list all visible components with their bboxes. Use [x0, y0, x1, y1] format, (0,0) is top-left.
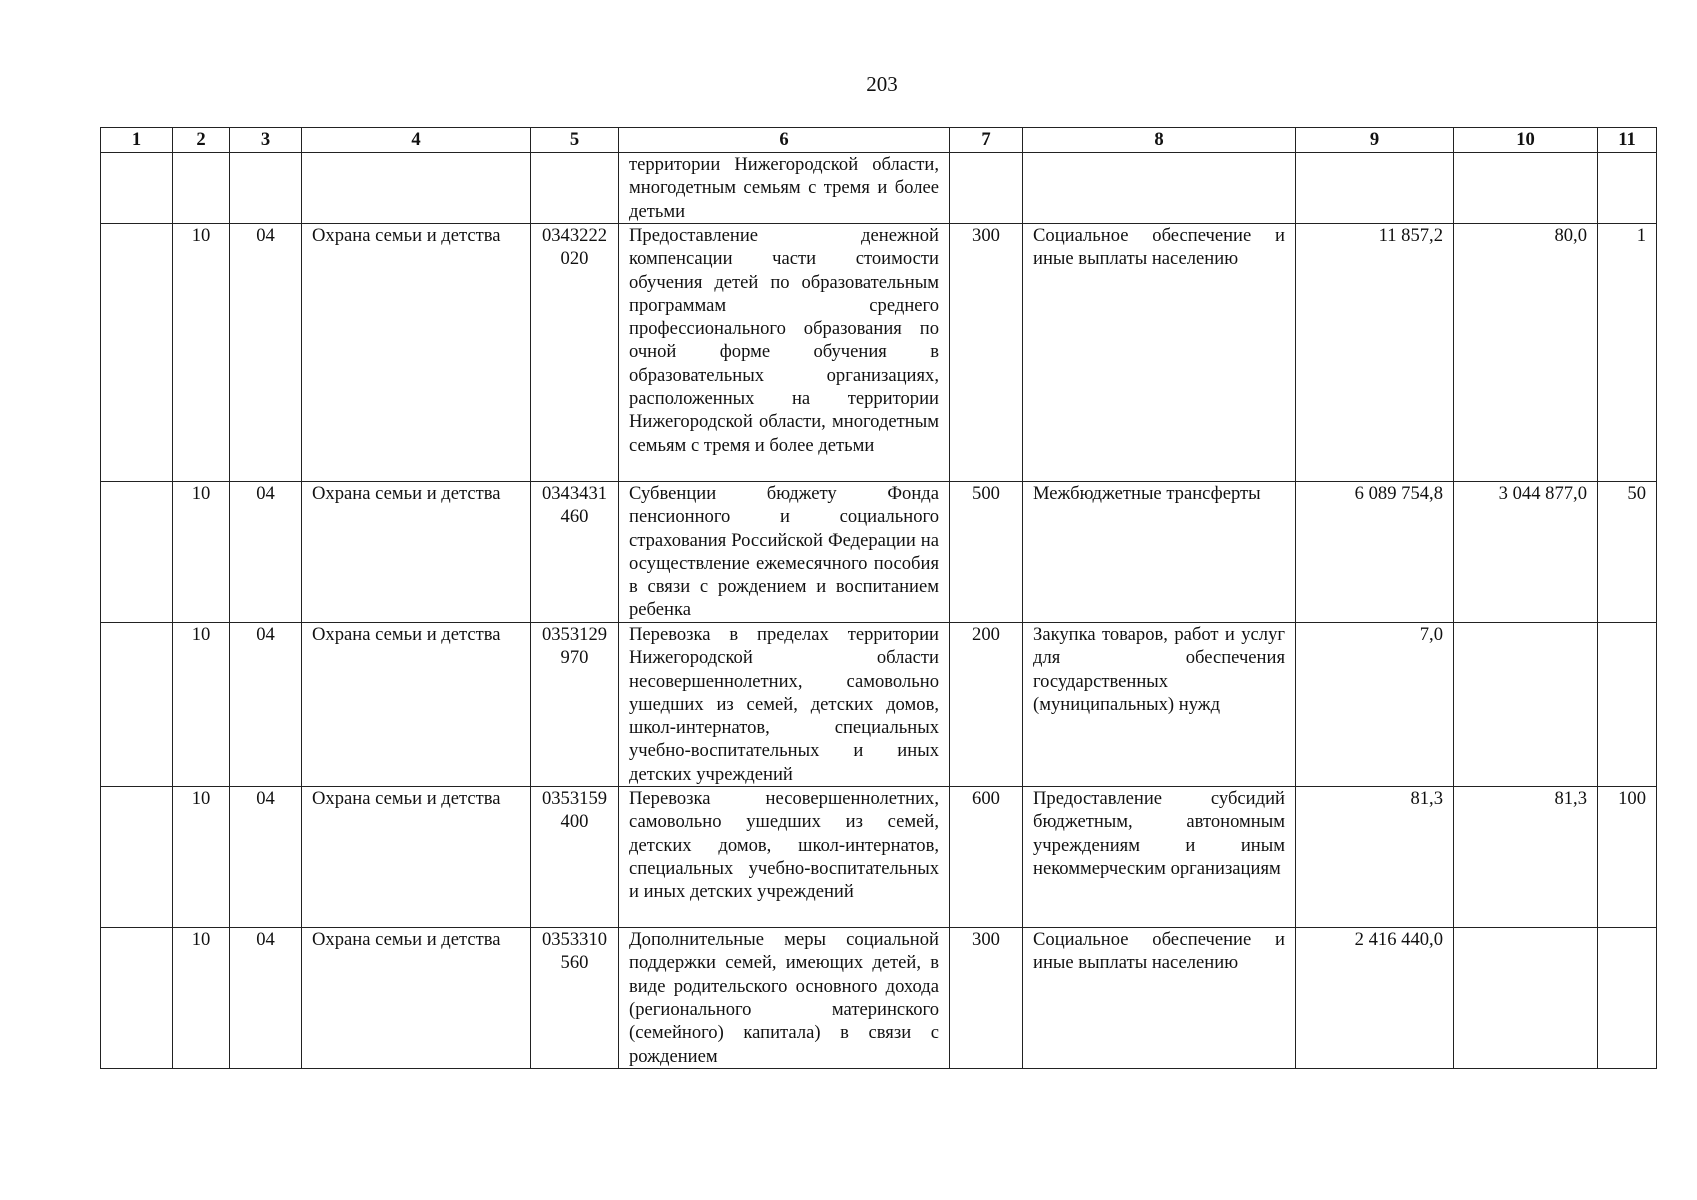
- table-cell: Охрана семьи и детства: [302, 482, 531, 623]
- table-cell: [1296, 153, 1454, 224]
- table-cell: 0343431460: [531, 482, 619, 623]
- table-cell: 3 044 877,0: [1454, 482, 1598, 623]
- table-cell: 500: [950, 482, 1023, 623]
- table-cell: Перевозка несовершеннолетних, самовольно ушедших из семей, детских домов, школ-интернатов, специальных учебно-воспитательных и иных детских учреждений: [619, 787, 950, 928]
- table-cell: 2 416 440,0: [1296, 928, 1454, 1069]
- table-cell: 0343222020: [531, 224, 619, 482]
- header-cell: 4: [302, 128, 531, 153]
- table-cell: 50: [1598, 482, 1657, 623]
- table-cell: 80,0: [1454, 224, 1598, 482]
- table-cell: 04: [230, 787, 302, 928]
- table-cell: [531, 153, 619, 224]
- table-cell: 04: [230, 928, 302, 1069]
- table-cell: [101, 928, 173, 1069]
- table-cell: [950, 153, 1023, 224]
- table-cell: [1598, 153, 1657, 224]
- table-cell: 10: [173, 623, 230, 787]
- table-cell: [1023, 153, 1296, 224]
- header-cell: 2: [173, 128, 230, 153]
- table-cell: [1454, 928, 1598, 1069]
- table-cell: Охрана семьи и детства: [302, 787, 531, 928]
- header-cell: 5: [531, 128, 619, 153]
- header-cell: 9: [1296, 128, 1454, 153]
- header-cell: 11: [1598, 128, 1657, 153]
- table-row: [101, 482, 1657, 623]
- page-number: 203: [866, 72, 898, 96]
- table-cell: 10: [173, 787, 230, 928]
- table-cell: 6 089 754,8: [1296, 482, 1454, 623]
- table-cell: Дополнительные меры социальной поддержки семей, имеющих детей, в виде родительского основного дохода (регионального материнского (семейного) капитала) в связи с рождением: [619, 928, 950, 1069]
- table-cell: [1598, 623, 1657, 787]
- table-cell: Перевозка в пределах территории Нижегородской области несовершеннолетних, самовольно ушедших из семей, детских домов, школ-интернатов, специальных учебно-воспитательных и иных детских учреждений: [619, 623, 950, 787]
- table-cell: 200: [950, 623, 1023, 787]
- table-cell: [302, 153, 531, 224]
- table-cell: 81,3: [1296, 787, 1454, 928]
- table-cell: 04: [230, 224, 302, 482]
- table-row: [101, 928, 1657, 1069]
- header-cell: 7: [950, 128, 1023, 153]
- table-cell: 0353129970: [531, 623, 619, 787]
- table-cell: [1454, 623, 1598, 787]
- table-cell: [101, 623, 173, 787]
- table-cell: 10: [173, 928, 230, 1069]
- table-cell: [101, 482, 173, 623]
- table-cell: Охрана семьи и детства: [302, 623, 531, 787]
- table-row: [101, 787, 1657, 928]
- table-cell: Социальное обеспечение и иные выплаты населению: [1023, 224, 1296, 482]
- table-row: [101, 224, 1657, 482]
- table-cell: 10: [173, 224, 230, 482]
- table-row: [101, 623, 1657, 787]
- header-cell: 8: [1023, 128, 1296, 153]
- header-cell: 6: [619, 128, 950, 153]
- table-cell: 10: [173, 482, 230, 623]
- table-cell: 11 857,2: [1296, 224, 1454, 482]
- table-cell: [101, 787, 173, 928]
- table-cell: 7,0: [1296, 623, 1454, 787]
- table-cell: [230, 153, 302, 224]
- table-cell: Охрана семьи и детства: [302, 224, 531, 482]
- table-cell: 300: [950, 928, 1023, 1069]
- table-cell: 81,3: [1454, 787, 1598, 928]
- table-cell: 600: [950, 787, 1023, 928]
- header-cell: 3: [230, 128, 302, 153]
- table-row: [101, 153, 1657, 224]
- table-cell: Закупка товаров, работ и услуг для обеспечения государственных (муниципальных) нужд: [1023, 623, 1296, 787]
- table-cell: территории Нижегородской области, многодетным семьям с тремя и более детьми: [619, 153, 950, 224]
- table-cell: 0353159400: [531, 787, 619, 928]
- table-cell: [1454, 153, 1598, 224]
- header-row: [101, 128, 1657, 153]
- table-cell: Социальное обеспечение и иные выплаты населению: [1023, 928, 1296, 1069]
- table-cell: 04: [230, 482, 302, 623]
- table-cell: Предоставление субсидий бюджетным, автономным учреждениям и иным некоммерческим организациям: [1023, 787, 1296, 928]
- table-cell: Охрана семьи и детства: [302, 928, 531, 1069]
- table-cell: [173, 153, 230, 224]
- table-cell: Межбюджетные трансферты: [1023, 482, 1296, 623]
- table-cell: Субвенции бюджету Фонда пенсионного и социального страхования Российской Федерации на осуществление ежемесячного пособия в связи с рождением и воспитанием ребенка: [619, 482, 950, 623]
- table-cell: [101, 153, 173, 224]
- header-cell: 1: [101, 128, 173, 153]
- header-cell: 10: [1454, 128, 1598, 153]
- table-cell: [101, 224, 173, 482]
- table-cell: Предоставление денежной компенсации части стоимости обучения детей по образовательным программам среднего профессионального образования по очной форме обучения в образовательных организациях, расположенных на территории Нижегородской области, многодетным семьям с тремя и более детьми: [619, 224, 950, 482]
- budget-table: [100, 127, 1657, 1069]
- table-cell: 1: [1598, 224, 1657, 482]
- table-cell: 300: [950, 224, 1023, 482]
- table-cell: 100: [1598, 787, 1657, 928]
- table-cell: 04: [230, 623, 302, 787]
- table-cell: [1598, 928, 1657, 1069]
- table-cell: 0353310560: [531, 928, 619, 1069]
